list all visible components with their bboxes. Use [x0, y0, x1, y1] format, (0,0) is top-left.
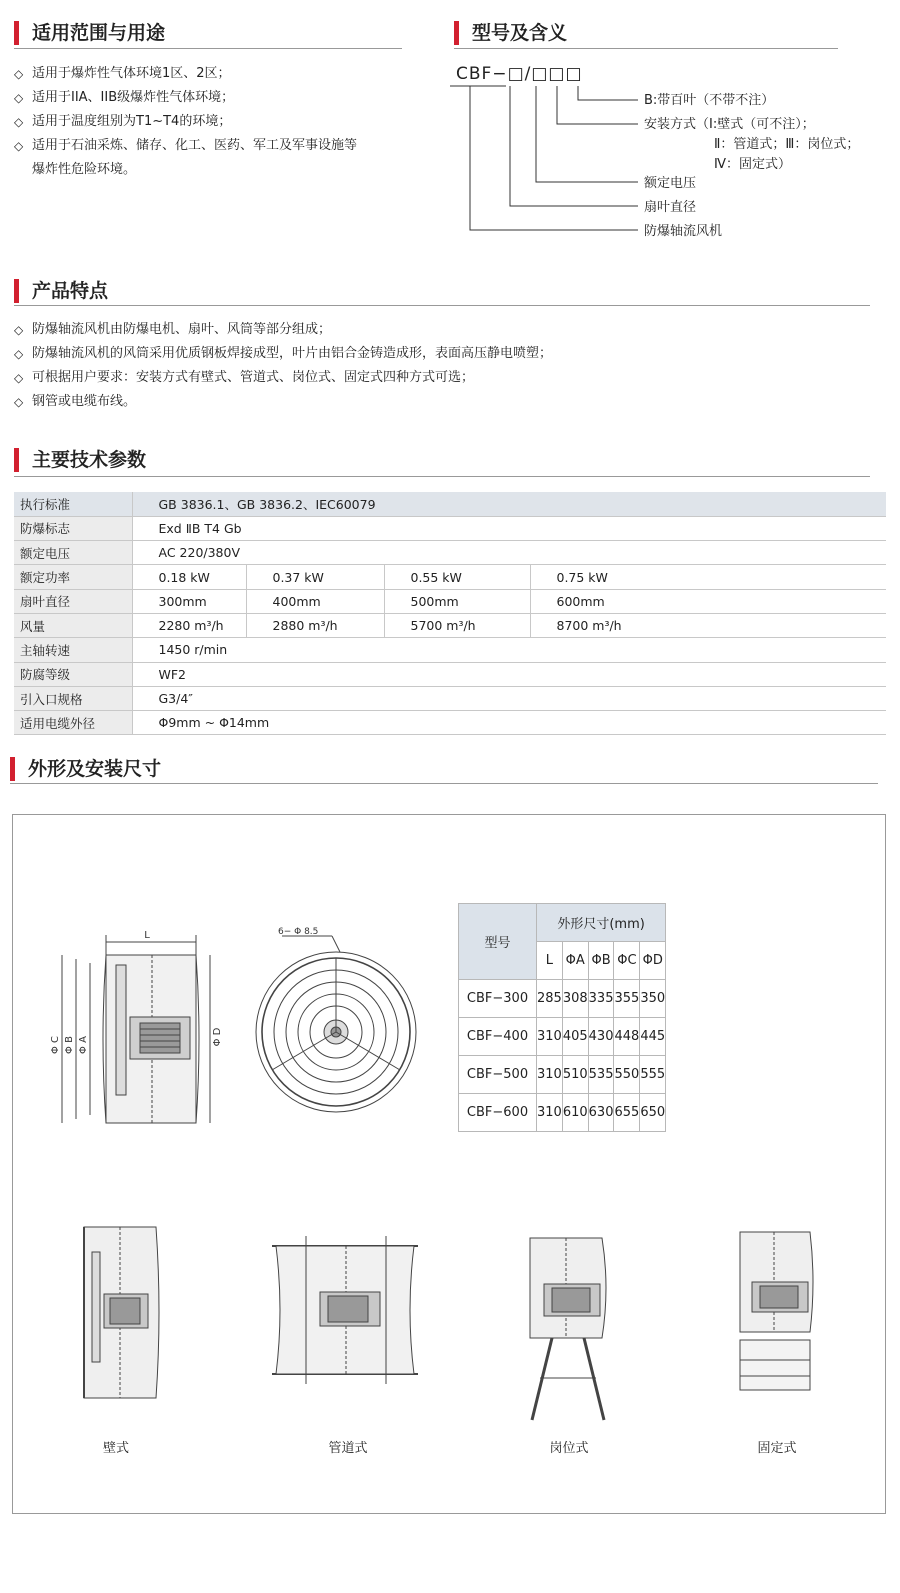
- dim-col-header: ΦD: [640, 942, 666, 980]
- model-label-install2: Ⅱ：管道式；Ⅲ：岗位式；: [714, 137, 860, 152]
- dim-col-header: L: [537, 942, 563, 980]
- feature-item: ◇ 可根据用户要求：安装方式有壁式、管道式、岗位式、固定式四种方式可选；: [14, 366, 874, 390]
- dim-table-header-row: [459, 904, 666, 942]
- spec-value: 2280 m³/h: [132, 613, 246, 637]
- scope-list: [14, 62, 434, 182]
- spec-row: [14, 541, 886, 565]
- fan-front-view-drawing: [252, 920, 422, 1130]
- section-divider: [10, 783, 878, 784]
- spec-key: 引入口规格: [14, 686, 132, 710]
- spec-value: WF2: [132, 662, 886, 686]
- dim-label-L: L: [144, 930, 150, 941]
- spec-key: 防爆标志: [14, 516, 132, 540]
- spec-row: [14, 686, 886, 710]
- spec-value: 8700 m³/h: [530, 613, 886, 637]
- fan-side-view-drawing: [50, 925, 240, 1135]
- dim-table-row: CBF−300 285 308 335 355 350: [459, 980, 666, 1018]
- dim-table-row: CBF−600 310 610 630 655 650: [459, 1094, 666, 1132]
- feature-list: [14, 318, 874, 414]
- scope-item: ◇ 适用于温度组别为T1~T4的环境；: [14, 110, 434, 134]
- dim-table-row: CBF−400 310 405 430 448 445: [459, 1018, 666, 1056]
- section-title-model: 型号及含义: [454, 20, 567, 46]
- dim-col-header: ΦC: [614, 942, 640, 980]
- spec-row: [14, 613, 886, 637]
- spec-value: 600mm: [530, 589, 886, 613]
- spec-value: Exd ⅡB T4 Gb: [132, 516, 886, 540]
- spec-value: GB 3836.1、GB 3836.2、IEC60079: [132, 492, 886, 516]
- dim-col-header: ΦB: [588, 942, 614, 980]
- spec-value: 1450 r/min: [132, 638, 886, 662]
- spec-key: 适用电缆外径: [14, 711, 132, 735]
- scope-item: ◇ 适用于IIA、IIB级爆炸性气体环境；: [14, 86, 434, 110]
- model-label-diameter: 扇叶直径: [644, 200, 697, 215]
- spec-value: 400mm: [246, 589, 384, 613]
- dim-label-A: Φ A: [78, 1036, 89, 1054]
- dim-label-D: Φ D: [212, 1027, 223, 1047]
- section-divider: [14, 476, 870, 477]
- dim-header-group: 外形尺寸(mm): [537, 904, 666, 942]
- spec-key: 防腐等级: [14, 662, 132, 686]
- model-label-b: B:带百叶（不带不注）: [644, 93, 775, 108]
- mount-post-drawing: [520, 1228, 620, 1428]
- section-divider: [454, 48, 838, 49]
- dim-col-header: ΦA: [562, 942, 588, 980]
- section-title-scope: 适用范围与用途: [14, 20, 165, 46]
- spec-value: 500mm: [384, 589, 530, 613]
- spec-table: [14, 492, 886, 735]
- spec-row: [14, 711, 886, 735]
- spec-value: 2880 m³/h: [246, 613, 384, 637]
- model-label-install3: Ⅳ：固定式）: [714, 157, 791, 172]
- spec-row: [14, 516, 886, 540]
- drawing-frame: [12, 814, 886, 1514]
- dim-label-C: Φ C: [50, 1035, 61, 1055]
- mount-fixed-drawing: [728, 1226, 828, 1396]
- model-code: CBF−□/□□□: [456, 64, 583, 84]
- section-divider: [14, 48, 402, 49]
- model-label-name: 防爆轴流风机: [644, 224, 723, 239]
- spec-key: 扇叶直径: [14, 589, 132, 613]
- dim-label-B: Φ B: [64, 1036, 75, 1054]
- spec-key: 主轴转速: [14, 638, 132, 662]
- spec-value: 0.37 kW: [246, 565, 384, 589]
- spec-key: 风量: [14, 613, 132, 637]
- spec-value: 0.18 kW: [132, 565, 246, 589]
- spec-key: 执行标准: [14, 492, 132, 516]
- spec-key: 额定电压: [14, 541, 132, 565]
- spec-value: 0.55 kW: [384, 565, 530, 589]
- spec-value: Φ9mm ~ Φ14mm: [132, 711, 886, 735]
- spec-value: AC 220/380V: [132, 541, 886, 565]
- spec-row: [14, 638, 886, 662]
- mount-caption-duct: 管道式: [328, 1441, 368, 1456]
- model-label-install: 安装方式（Ⅰ:壁式（可不注）；: [644, 117, 815, 132]
- dim-header-model: 型号: [459, 904, 537, 980]
- spec-row: [14, 565, 886, 589]
- scope-item: ◇ 适用于石油采炼、储存、化工、医药、军工及军事设施等: [14, 134, 434, 158]
- mount-wall-drawing: [70, 1222, 170, 1402]
- spec-value: 5700 m³/h: [384, 613, 530, 637]
- model-code-leader-lines: [450, 60, 660, 240]
- section-title-params: 主要技术参数: [14, 447, 146, 473]
- mount-duct-drawing: [270, 1232, 420, 1392]
- mount-caption-fixed: 固定式: [757, 1441, 797, 1456]
- spec-key: 额定功率: [14, 565, 132, 589]
- feature-item: ◇ 防爆轴流风机由防爆电机、扇叶、风筒等部分组成；: [14, 318, 874, 342]
- dimension-table: [458, 903, 666, 1132]
- dim-table-row: CBF−500 310 510 535 550 555: [459, 1056, 666, 1094]
- scope-item-continuation: 爆炸性危险环境。: [32, 162, 137, 177]
- spec-value: 300mm: [132, 589, 246, 613]
- spec-row: [14, 492, 886, 516]
- section-title-dimensions: 外形及安装尺寸: [10, 756, 161, 782]
- feature-item: ◇ 防爆轴流风机的风筒采用优质钢板焊接成型，叶片由铝合金铸造成形，表面高压静电喷塑；: [14, 342, 874, 366]
- model-label-voltage: 额定电压: [644, 176, 697, 191]
- spec-row: [14, 662, 886, 686]
- hole-label: 6− Φ 8.5: [278, 927, 319, 937]
- spec-value: G3/4″: [132, 686, 886, 710]
- mount-caption-wall: 壁式: [102, 1441, 129, 1456]
- feature-item: ◇ 钢管或电缆布线。: [14, 390, 874, 414]
- spec-row: [14, 589, 886, 613]
- mount-caption-post: 岗位式: [549, 1441, 589, 1456]
- section-title-features: 产品特点: [14, 278, 108, 304]
- scope-item: ◇ 适用于爆炸性气体环境1区、2区；: [14, 62, 434, 86]
- section-divider: [14, 305, 870, 306]
- spec-value: 0.75 kW: [530, 565, 886, 589]
